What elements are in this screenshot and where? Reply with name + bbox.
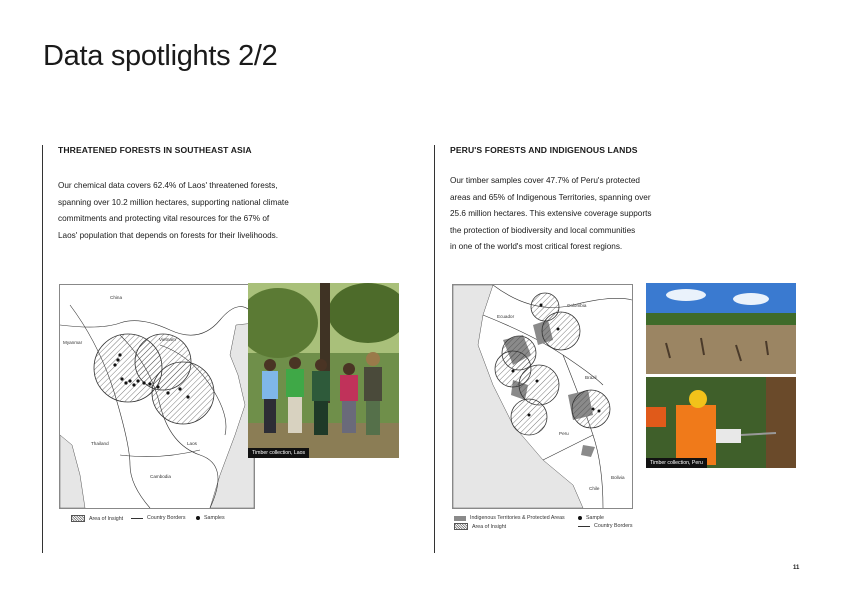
- laos-heading: THREATENED FORESTS IN SOUTHEAST ASIA: [58, 145, 252, 155]
- map-label-chile: Chile: [589, 486, 600, 491]
- legend-borders-label: Country Borders: [594, 523, 633, 529]
- peru-photo-caption: Timber collection, Peru: [646, 458, 707, 468]
- peru-body-line: the protection of biodiversity and local communities: [450, 225, 636, 235]
- map-label-bolivia: Bolivia: [611, 475, 625, 480]
- dot-swatch-icon: [196, 516, 200, 520]
- hatch-swatch-icon: [454, 523, 468, 530]
- line-swatch-icon: [578, 526, 590, 527]
- legend-samples: [196, 515, 225, 521]
- laos-section: [42, 145, 413, 553]
- laos-photo-caption: Timber collection, Laos: [248, 448, 309, 458]
- peru-map-legend: [454, 515, 674, 535]
- map-label-china: China: [110, 295, 123, 300]
- peru-map: [452, 284, 633, 509]
- laos-body-line: commitments and protecting vital resources for the 67% of: [58, 214, 270, 224]
- peru-section: [434, 145, 815, 553]
- map-label-vietnam: Vietnam: [159, 337, 176, 342]
- legend-indigenous: [454, 515, 565, 521]
- peru-body: [450, 173, 651, 256]
- laos-photo: [248, 283, 399, 458]
- legend-borders: [131, 515, 186, 521]
- legend-sample: [578, 515, 604, 521]
- map-label-thailand: Thailand: [91, 441, 109, 446]
- legend-area-label: Area of Insight: [89, 515, 124, 522]
- peru-body-line: Our timber samples cover 47.7% of Peru's protected: [450, 176, 640, 185]
- laos-map: [59, 284, 255, 509]
- map-label-myanmar: Myanmar: [63, 340, 83, 345]
- peru-photo-deforestation: [646, 283, 796, 374]
- peru-photo-worker: [646, 377, 796, 468]
- legend-area: [454, 523, 506, 530]
- map-label-brazil: Brazil: [585, 375, 597, 380]
- legend-sample-label: Sample: [586, 515, 604, 521]
- legend-borders: [578, 523, 633, 529]
- legend-indigenous-label: Indigenous Territories & Protected Areas: [470, 515, 565, 521]
- peru-body-line: areas and 65% of Indigenous Territories, spanning over: [450, 192, 651, 202]
- map-label-colombia: Colombia: [567, 303, 587, 308]
- hatch-swatch-icon: [71, 515, 85, 522]
- legend-samples-label: Samples: [204, 515, 225, 521]
- dot-swatch-icon: [578, 516, 582, 520]
- map-label-ecuador: Ecuador: [497, 314, 515, 319]
- laos-map-legend: [71, 515, 271, 525]
- legend-area-label: Area of Insight: [472, 523, 507, 530]
- map-label-cambodia: Cambodia: [150, 474, 171, 479]
- laos-body-line: spanning over 10.2 million hectares, supporting national climate: [58, 197, 289, 207]
- peru-body-line: 25.6 million hectares. This extensive coverage supports: [450, 209, 652, 219]
- legend-borders-label: Country Borders: [147, 515, 186, 521]
- map-label-peru: Peru: [559, 431, 569, 436]
- page-title: Data spotlights 2/2: [43, 40, 278, 72]
- legend-area: [71, 515, 123, 522]
- laos-body-line: Our chemical data covers 62.4% of Laos' threatened forests,: [58, 181, 278, 190]
- laos-body: [58, 178, 289, 244]
- page-number: 11: [793, 565, 800, 571]
- line-swatch-icon: [131, 518, 143, 519]
- peru-heading: PERU'S FORESTS AND INDIGENOUS LANDS: [450, 145, 638, 155]
- laos-body-line: Laos' population that depends on forests for their livelihoods.: [58, 230, 279, 240]
- grey-swatch-icon: [454, 516, 466, 521]
- peru-body-line: in one of the world's most critical forest regions.: [450, 242, 623, 252]
- map-label-laos: Laos: [187, 441, 197, 446]
